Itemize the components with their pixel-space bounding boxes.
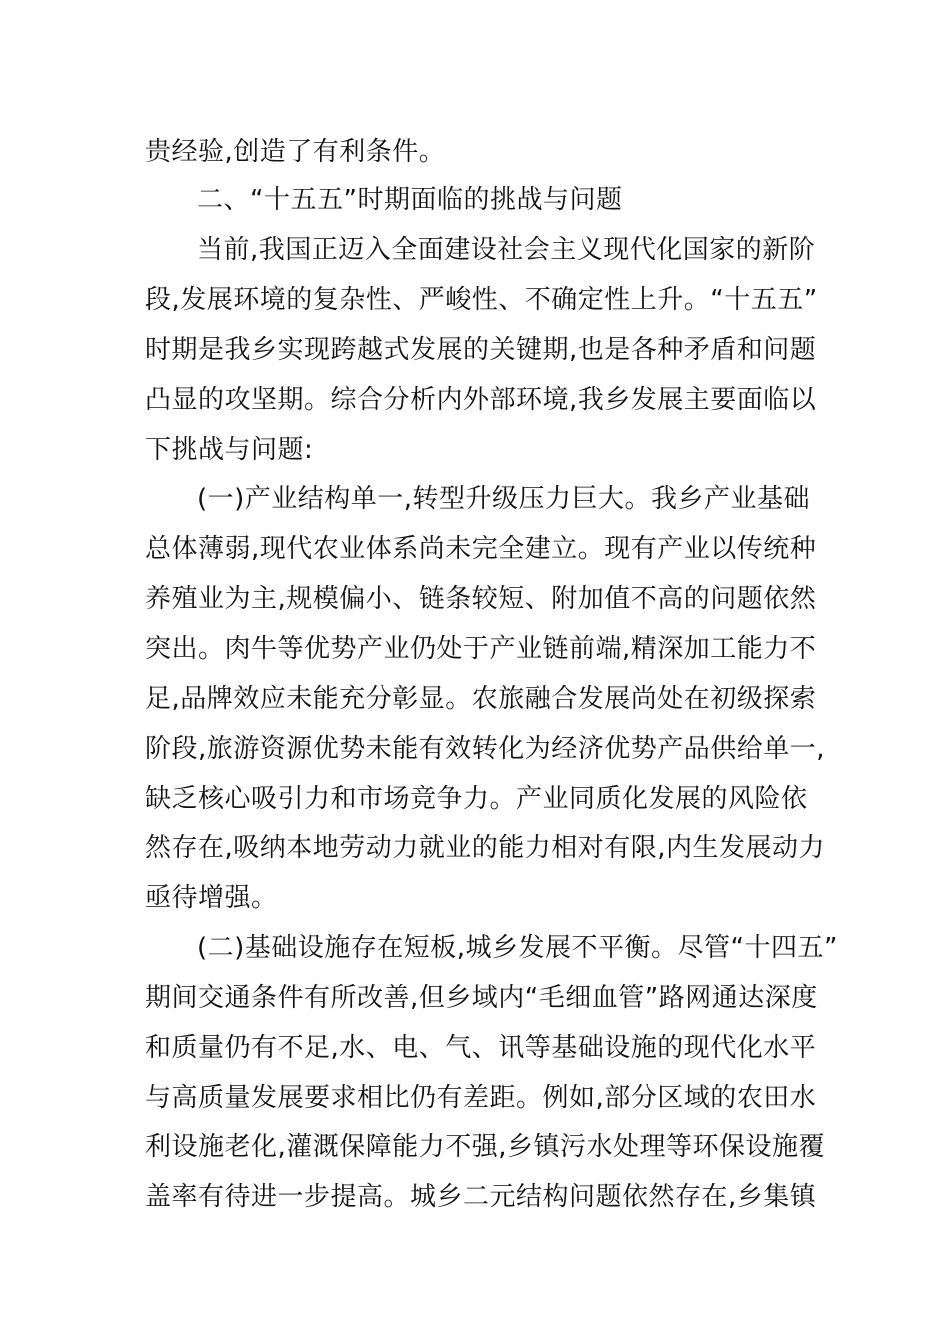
text-line: 突出。肉牛等优势产业仍处于产业链前端,精深加工能力不 (145, 634, 817, 664)
subsection-heading: (一)产业结构单一,转型升级压力巨大。我乡产业基础 (197, 484, 811, 514)
text-line: 亟待增强。 (145, 883, 278, 913)
text-line: 然存在,吸纳本地劳动力就业的能力相对有限,内生发展动力 (145, 833, 826, 863)
text-line: 缺乏核心吸引力和市场竞争力。产业同质化发展的风险依 (145, 784, 808, 814)
section-heading: 二、“十五五”时期面临的挑战与问题 (197, 185, 623, 215)
text-line: 期间交通条件有所改善,但乡域内“毛细血管”路网通达深度 (145, 983, 818, 1013)
text-line: 贵经验,创造了有利条件。 (145, 137, 446, 167)
text-line: 时期是我乡实现跨越式发展的关键期,也是各种矛盾和问题 (145, 335, 817, 365)
text-line: 盖率有待进一步提高。城乡二元结构问题依然存在,乡集镇 (145, 1182, 817, 1212)
text-line: 阶段,旅游资源优势未能有效转化为经济优势产品供给单一, (145, 734, 826, 764)
text-line: 与高质量发展要求相比仍有差距。例如,部分区域的农田水 (145, 1083, 817, 1113)
text-line: 和质量仍有不足,水、电、气、讯等基础设施的现代化水平 (145, 1033, 817, 1063)
text-line: 段,发展环境的复杂性、严峻性、不确定性上升。“十五五” (145, 285, 818, 315)
text-line: 足,品牌效应未能充分彰显。农旅融合发展尚处在初级探索 (145, 684, 817, 714)
text-line: 凸显的攻坚期。综合分析内外部环境,我乡发展主要面临以 (145, 385, 817, 415)
text-line: 下挑战与问题: (145, 435, 314, 465)
text-line: 养殖业为主,规模偏小、链条较短、附加值不高的问题依然 (145, 584, 817, 614)
text-line: 总体薄弱,现代农业体系尚未完全建立。现有产业以传统种 (145, 534, 817, 564)
text-line: 利设施老化,灌溉保障能力不强,乡镇污水处理等环保设施覆 (145, 1132, 826, 1162)
subsection-heading: (二)基础设施存在短板,城乡发展不平衡。尽管“十四五” (197, 933, 838, 963)
text-line: 当前,我国正迈入全面建设社会主义现代化国家的新阶 (197, 235, 816, 265)
